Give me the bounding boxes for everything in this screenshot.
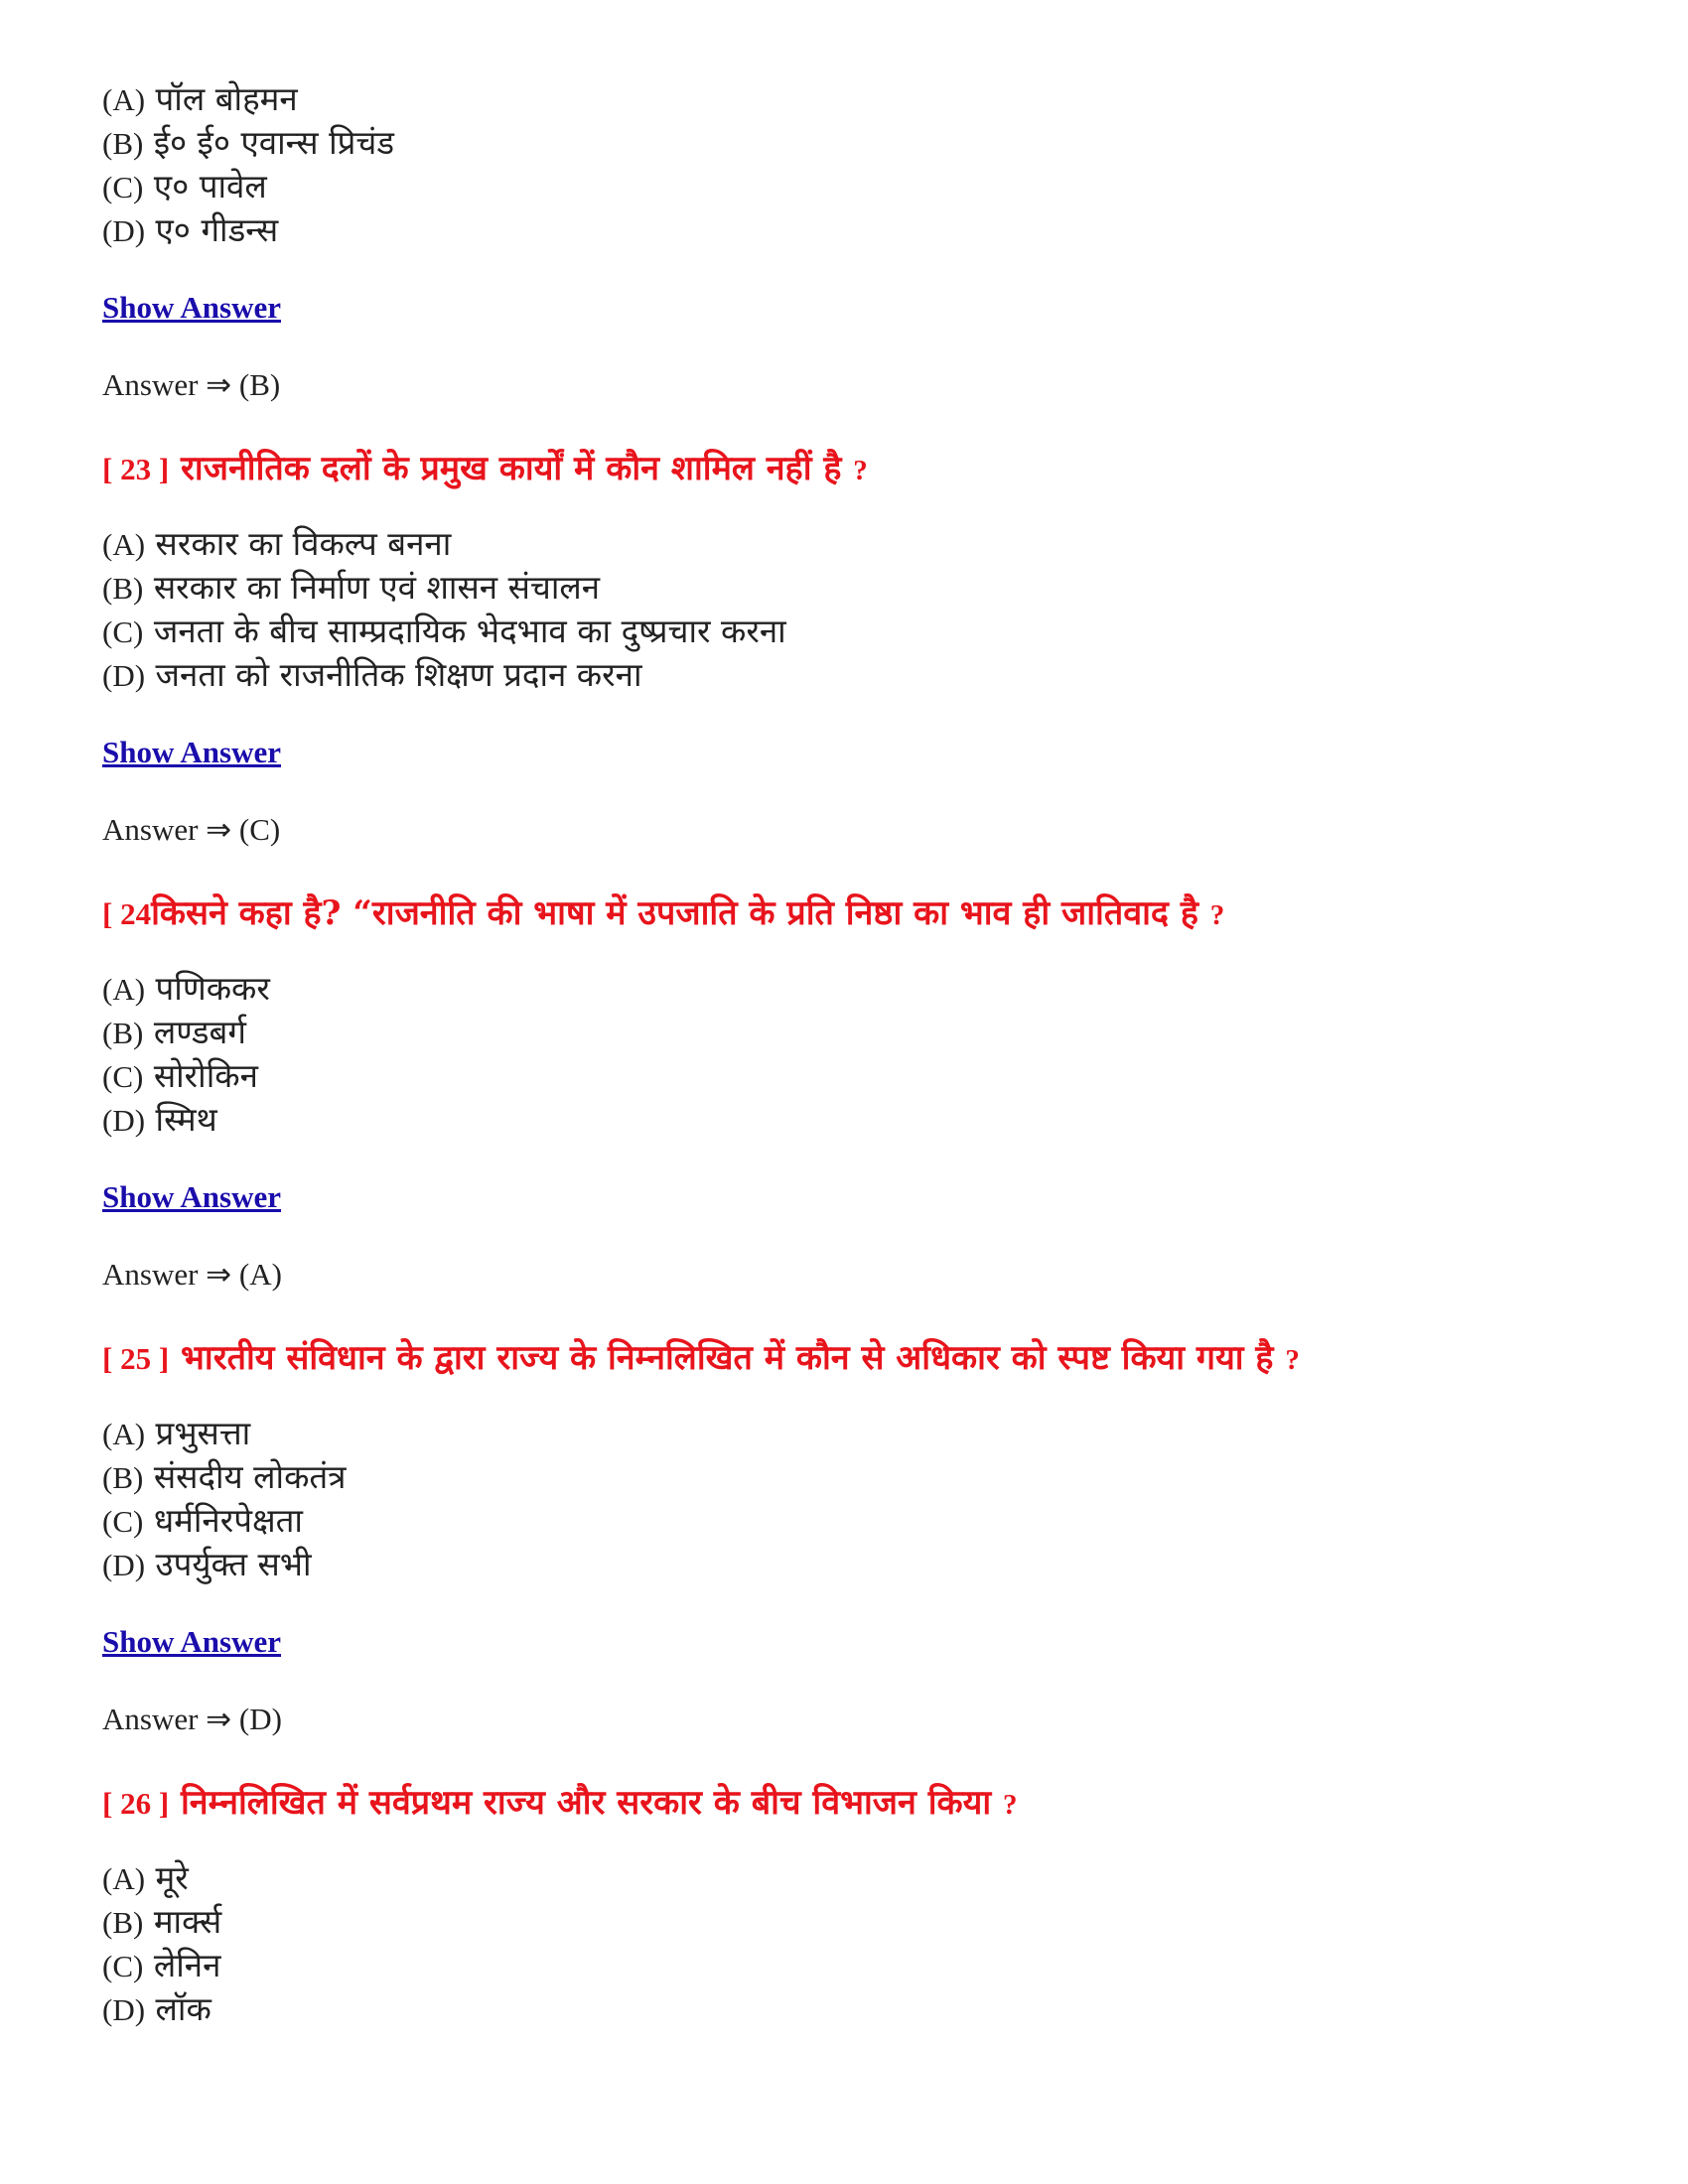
option-key: (A) <box>102 527 146 562</box>
option-d <box>102 1543 1592 1586</box>
question-mark: ? <box>853 455 868 486</box>
show-answer-link[interactable]: Show Answer <box>102 1179 282 1214</box>
option-key: (B) <box>102 126 144 161</box>
option-a <box>102 77 1592 121</box>
option-text: ए० गीडन्स <box>155 210 279 249</box>
answer-text: Answer ⇒ (D) <box>102 1702 282 1736</box>
option-b <box>102 566 1592 610</box>
option-key: (A) <box>102 1417 146 1451</box>
option-b <box>102 1900 1592 1944</box>
answer-text: Answer ⇒ (A) <box>102 1257 282 1292</box>
option-key: (D) <box>102 1548 146 1582</box>
question-heading <box>102 447 1592 492</box>
option-key: (D) <box>102 213 146 248</box>
question-heading <box>102 891 1592 937</box>
option-key: (B) <box>102 1905 144 1940</box>
option-text: ए० पावेल <box>153 167 267 205</box>
question-block-26 <box>102 1781 1592 2031</box>
option-text: मार्क्स <box>153 1902 222 1941</box>
question-text: राजनीतिक दलों के प्रमुख कार्यों में कौन शामिल नहीं है <box>181 449 842 488</box>
option-text: पॉल बोहमन <box>155 79 298 118</box>
question-mark: ? <box>1285 1344 1300 1376</box>
options-list <box>102 967 1592 1142</box>
question-number: [ 26 ] <box>102 1786 170 1821</box>
option-key: (C) <box>102 170 144 205</box>
option-key: (B) <box>102 1460 144 1495</box>
options-list <box>102 1856 1592 2031</box>
option-a <box>102 522 1592 566</box>
option-key: (D) <box>102 1992 146 2027</box>
option-a <box>102 1412 1592 1455</box>
option-text: सरकार का विकल्प बनना <box>155 524 452 563</box>
option-key: (C) <box>102 1504 144 1539</box>
option-text: उपर्युक्त सभी <box>155 1545 312 1583</box>
option-d <box>102 208 1592 252</box>
answer-text: Answer ⇒ (C) <box>102 812 281 847</box>
option-c <box>102 1944 1592 1987</box>
option-text: लण्डबर्ग <box>153 1013 246 1051</box>
options-list <box>102 77 1592 252</box>
option-key: (D) <box>102 1103 146 1138</box>
option-text: लेनिन <box>153 1946 221 1984</box>
option-a <box>102 967 1592 1011</box>
option-key: (A) <box>102 82 146 117</box>
option-key: (B) <box>102 571 144 606</box>
question-mark: ? <box>1003 1789 1018 1821</box>
option-d <box>102 1098 1592 1142</box>
option-d <box>102 653 1592 697</box>
answer-text: Answer ⇒ (B) <box>102 367 281 402</box>
option-d <box>102 1987 1592 2031</box>
option-text: ई० ई० एवान्स प्रिचंड <box>153 123 395 162</box>
question-text: भारतीय संविधान के द्वारा राज्य के निम्नलिखित में कौन से अधिकार को स्पष्ट किया गया है <box>181 1338 1274 1378</box>
option-text: सोरोकिन <box>153 1056 258 1095</box>
question-number: [ 24 <box>102 896 152 931</box>
show-answer-link[interactable]: Show Answer <box>102 290 282 325</box>
option-text: जनता को राजनीतिक शिक्षण प्रदान करना <box>155 655 642 694</box>
question-block-24 <box>102 891 1592 1293</box>
options-list <box>102 1412 1592 1586</box>
option-key: (C) <box>102 614 144 649</box>
option-text: जनता के बीच साम्प्रदायिक भेदभाव का दुष्प्रचार करना <box>153 612 786 650</box>
option-key: (C) <box>102 1059 144 1094</box>
option-text: स्मिथ <box>155 1100 217 1139</box>
question-number: [ 25 ] <box>102 1341 170 1376</box>
question-block-23 <box>102 447 1592 848</box>
option-a <box>102 1856 1592 1900</box>
option-key: (C) <box>102 1949 144 1983</box>
option-key: (D) <box>102 658 146 693</box>
option-key: (B) <box>102 1016 144 1050</box>
option-text: पणिककर <box>155 969 270 1008</box>
question-heading <box>102 1781 1592 1827</box>
option-key: (A) <box>102 972 146 1007</box>
question-block-25 <box>102 1336 1592 1737</box>
option-text: प्रभुसत्ता <box>155 1414 251 1452</box>
option-c <box>102 610 1592 653</box>
option-b <box>102 1455 1592 1499</box>
show-answer-link[interactable]: Show Answer <box>102 735 282 769</box>
option-text: लॉक <box>155 1989 211 2028</box>
option-c <box>102 165 1592 208</box>
option-c <box>102 1499 1592 1543</box>
option-text: मूरे <box>155 1858 189 1897</box>
question-number: [ 23 ] <box>102 452 170 486</box>
question-text: किसने कहा है? “राजनीति की भाषा में उपजाति के प्रति निष्ठा का भाव ही जातिवाद है <box>151 893 1198 933</box>
option-key: (A) <box>102 1861 146 1896</box>
options-list <box>102 522 1592 697</box>
question-heading <box>102 1336 1592 1382</box>
option-b <box>102 1011 1592 1054</box>
question-block-22 <box>102 77 1592 403</box>
option-text: सरकार का निर्माण एवं शासन संचालन <box>153 568 601 607</box>
question-page <box>102 77 1592 2031</box>
option-c <box>102 1054 1592 1098</box>
option-b <box>102 121 1592 165</box>
question-text: निम्नलिखित में सर्वप्रथम राज्य और सरकार के बीच विभाजन किया <box>181 1783 992 1823</box>
option-text: धर्मनिरपेक्षता <box>153 1501 303 1540</box>
question-mark: ? <box>1209 899 1225 931</box>
show-answer-link[interactable]: Show Answer <box>102 1624 282 1659</box>
option-text: संसदीय लोकतंत्र <box>153 1457 347 1496</box>
